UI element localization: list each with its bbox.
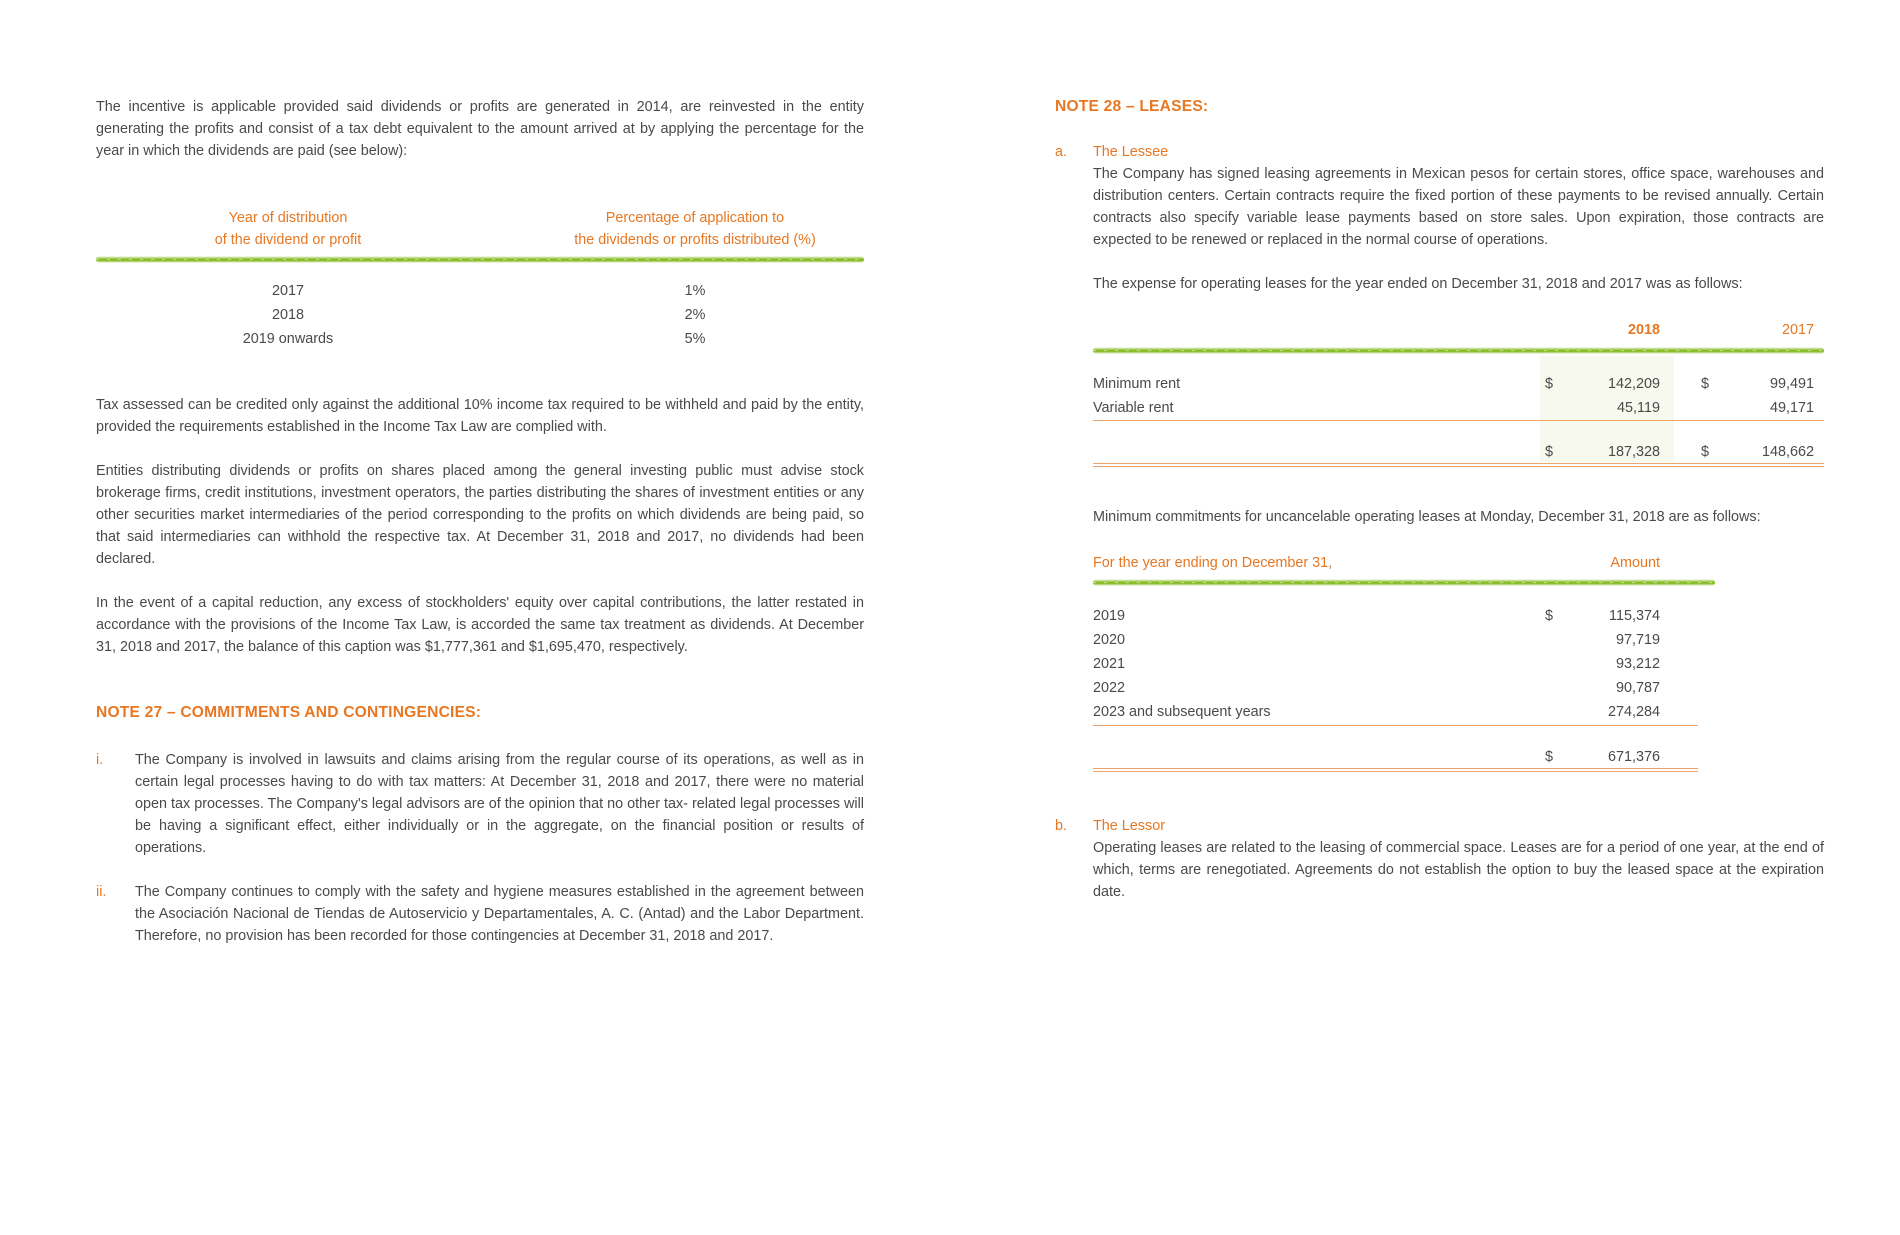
commitments-subtotal-rule: [1093, 725, 1698, 726]
capital-reduction-paragraph: In the event of a capital reduction, any excess of stockholders' equity over capital contributions, the latter restated in accordance with the provisions of the Income Tax Law, is accorded the same tax treatment as dividends. At December 31, 2018 and 2017, the balance of this caption was $1,777,361 and $1,695,470, respectively.: [96, 595, 864, 655]
pct-row-year: 2017: [271, 283, 304, 299]
currency-symbol: $: [1701, 376, 1710, 392]
pct-header-year-line2: of the dividend or profit: [214, 232, 362, 248]
lessor-marker: b.: [1055, 818, 1068, 834]
note27-marker: ii.: [96, 884, 107, 900]
expense-value-2018: 142,209: [1607, 376, 1660, 392]
lessor-paragraph: Operating leases are related to the leasing of commercial space. Leases are for a period of one year, at the end of which, terms are renegotiated. Agreements do not establish the option to buy the leased space at the expiration date.: [1093, 840, 1824, 900]
note27-title: NOTE 27 – COMMITMENTS AND CONTINGENCIES:: [96, 704, 482, 721]
commitment-year: 2020: [1093, 632, 1126, 648]
note27-text: The Company continues to comply with the safety and hygiene measures established in the agreement between the Asociación Nacional de Tiendas de Autoservicio y Departamentales, A. C. (Antad) and the Labor Department. Therefore, no provision has been recorded for those contingencies at December 31, 2018 and 2017.: [135, 884, 864, 944]
lessee-marker: a.: [1055, 144, 1068, 160]
pct-table-header-year: [188, 207, 388, 251]
pct-row-pct: 1%: [684, 283, 706, 299]
note27-text: The Company is involved in lawsuits and claims arising from the regular course of its operations, as well as in certain legal processes having to do with tax matters: At December 31, 2018 and 2017, there were no material open tax processes. The Company's legal advisors are of the opinion that no other tax- related legal processes will be having a significant effect, either individually or in the aggregate, on the financial position or results of operations.: [135, 752, 864, 856]
pct-header-year-line1: Year of distribution: [228, 210, 348, 226]
expense-value-2017: 49,171: [1769, 400, 1814, 416]
commitment-amount: 93,212: [1615, 656, 1660, 672]
pct-table-header-percentage: [545, 207, 845, 251]
pct-row-pct: 2%: [684, 307, 706, 323]
commitment-year: 2021: [1093, 656, 1126, 672]
pct-row-pct: 5%: [684, 331, 706, 347]
commitment-amount: 90,787: [1615, 680, 1660, 696]
pct-header-pct-line2: the dividends or profits distributed (%): [574, 232, 816, 248]
currency-symbol: $: [1701, 444, 1710, 460]
note28-title: NOTE 28 – LEASES:: [1055, 98, 1209, 115]
intro-paragraph: The incentive is applicable provided said dividends or profits are generated in 2014, are reinvested in the entity generating the profits and consist of a tax debt equivalent to the amount arrived at by applying the percentage for the year in which the dividends are paid (see below):: [96, 99, 864, 159]
lessee-title: The Lessee: [1093, 144, 1169, 160]
currency-symbol: $: [1545, 608, 1554, 624]
commitments-intro: Minimum commitments for uncancelable operating leases at Monday, December 31, 2018 are as follows:: [1093, 509, 1761, 525]
expense-total-2018: 187,328: [1607, 444, 1660, 460]
expense-header-rule: [1093, 347, 1824, 354]
expense-value-2017: 99,491: [1769, 376, 1814, 392]
commitment-amount: 97,719: [1615, 632, 1660, 648]
commitment-year: 2022: [1093, 680, 1126, 696]
note27-marker: i.: [96, 752, 104, 768]
commitments-total: 671,376: [1607, 749, 1660, 765]
tax-credit-paragraph: Tax assessed can be credited only against the additional 10% income tax required to be withheld and paid by the entity, provided the requirements established in the Income Tax Law are complied with.: [96, 397, 864, 435]
expense-value-2018: 45,119: [1617, 400, 1660, 416]
currency-symbol: $: [1545, 376, 1554, 392]
commitments-total-double-rule: [1093, 768, 1698, 772]
pct-header-pct-line1: Percentage of application to: [605, 210, 785, 226]
expense-row-label: Variable rent: [1093, 400, 1174, 416]
currency-symbol: $: [1545, 749, 1554, 765]
commitments-header-year: For the year ending on December 31,: [1093, 555, 1333, 571]
expense-total-2017: 148,662: [1761, 444, 1814, 460]
lessee-paragraph: The Company has signed leasing agreements in Mexican pesos for certain stores, office space, warehouses and distribution centers. Certain contracts require the fixed portion of these payments to be revised annually. Certain contracts also specify variable lease payments based on store sales. Upon expiration, those contracts are expected to be renewed or replaced in the normal course of operations.: [1093, 166, 1824, 248]
expense-subtotal-rule: [1093, 420, 1824, 421]
pct-table-header-rule: [96, 256, 864, 263]
expense-total-double-rule: [1093, 463, 1824, 467]
entities-paragraph: Entities distributing dividends or profits on shares placed among the general investing public must advise stock brokerage firms, credit institutions, investment operators, the parties distributing the shares of investment entities or any other securities market intermediaries of the period corresponding to the profits on which dividends are being paid, so that said intermediaries can withhold the respective tax. At December 31, 2018 and 2017, no dividends had been declared.: [96, 463, 864, 567]
lessor-title: The Lessor: [1093, 818, 1165, 834]
commitment-year: 2023 and subsequent years: [1093, 704, 1271, 720]
pct-row-year: 2019 onwards: [242, 331, 334, 347]
commitment-year: 2019: [1093, 608, 1126, 624]
commitment-amount: 274,284: [1607, 704, 1660, 720]
expense-row-label: Minimum rent: [1093, 376, 1181, 392]
commitments-header-amount: Amount: [1610, 555, 1660, 571]
expense-intro: The expense for operating leases for the year ended on December 31, 2018 and 2017 was as follows:: [1093, 276, 1743, 292]
commitments-header-rule: [1093, 579, 1715, 586]
currency-symbol: $: [1545, 444, 1554, 460]
expense-year-2017: 2017: [1781, 322, 1814, 338]
commitment-amount: 115,374: [1609, 608, 1660, 624]
pct-row-year: 2018: [271, 307, 304, 323]
expense-year-2018: 2018: [1627, 322, 1660, 338]
